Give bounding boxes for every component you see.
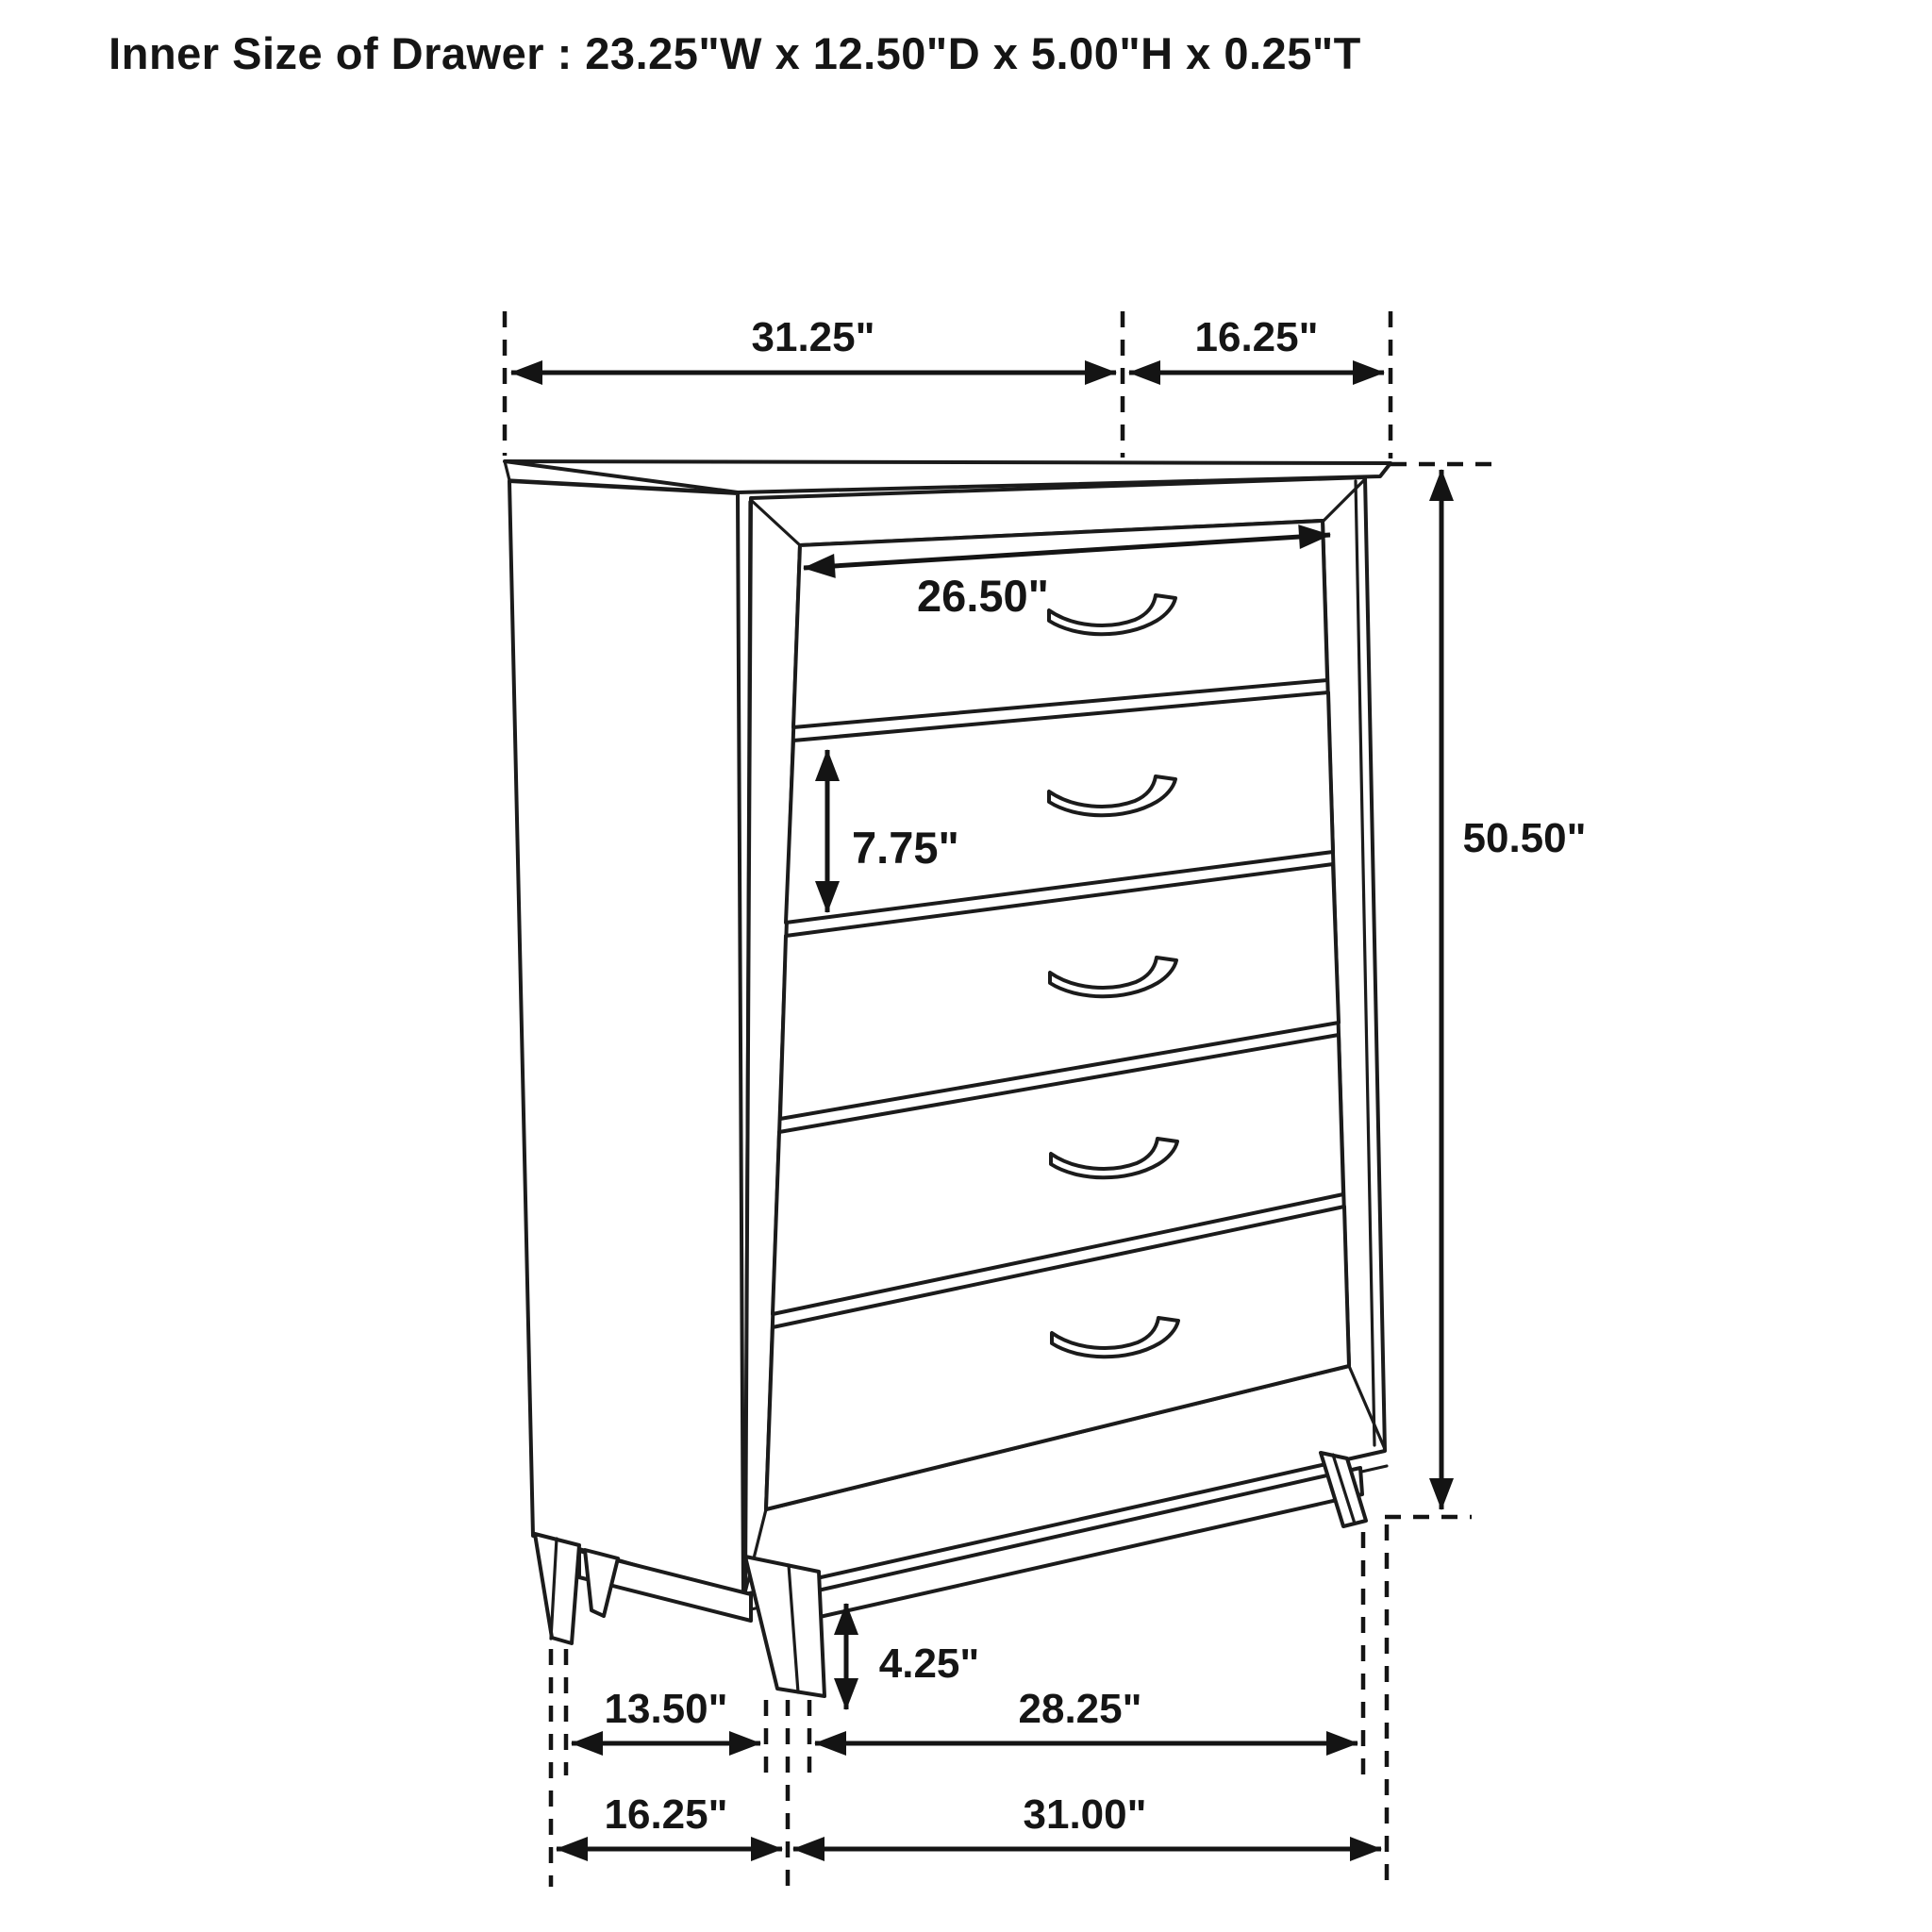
dim-label-base-front-width: 31.00" bbox=[1023, 1791, 1147, 1838]
dim-label-drawer-width: 26.50" bbox=[917, 571, 1049, 621]
dim-label-base-side-depth: 16.25" bbox=[604, 1791, 728, 1838]
dim-label-side-leg-spacing: 13.50" bbox=[604, 1686, 728, 1732]
page-title: Inner Size of Drawer : 23.25"W x 12.50"D x 5.00"H x 0.25"T bbox=[108, 28, 1361, 78]
dim-label-leg-height: 4.25" bbox=[878, 1641, 980, 1687]
chest-line-art bbox=[505, 461, 1391, 1696]
dim-label-overall-height: 50.50" bbox=[1462, 815, 1587, 861]
left-side-panel bbox=[509, 481, 743, 1596]
dim-label-top-width: 31.25" bbox=[751, 314, 875, 360]
dim-label-front-leg-spacing: 28.25" bbox=[1018, 1686, 1142, 1732]
dim-label-top-depth: 16.25" bbox=[1194, 314, 1319, 360]
dim-label-drawer-height: 7.75" bbox=[852, 823, 959, 873]
